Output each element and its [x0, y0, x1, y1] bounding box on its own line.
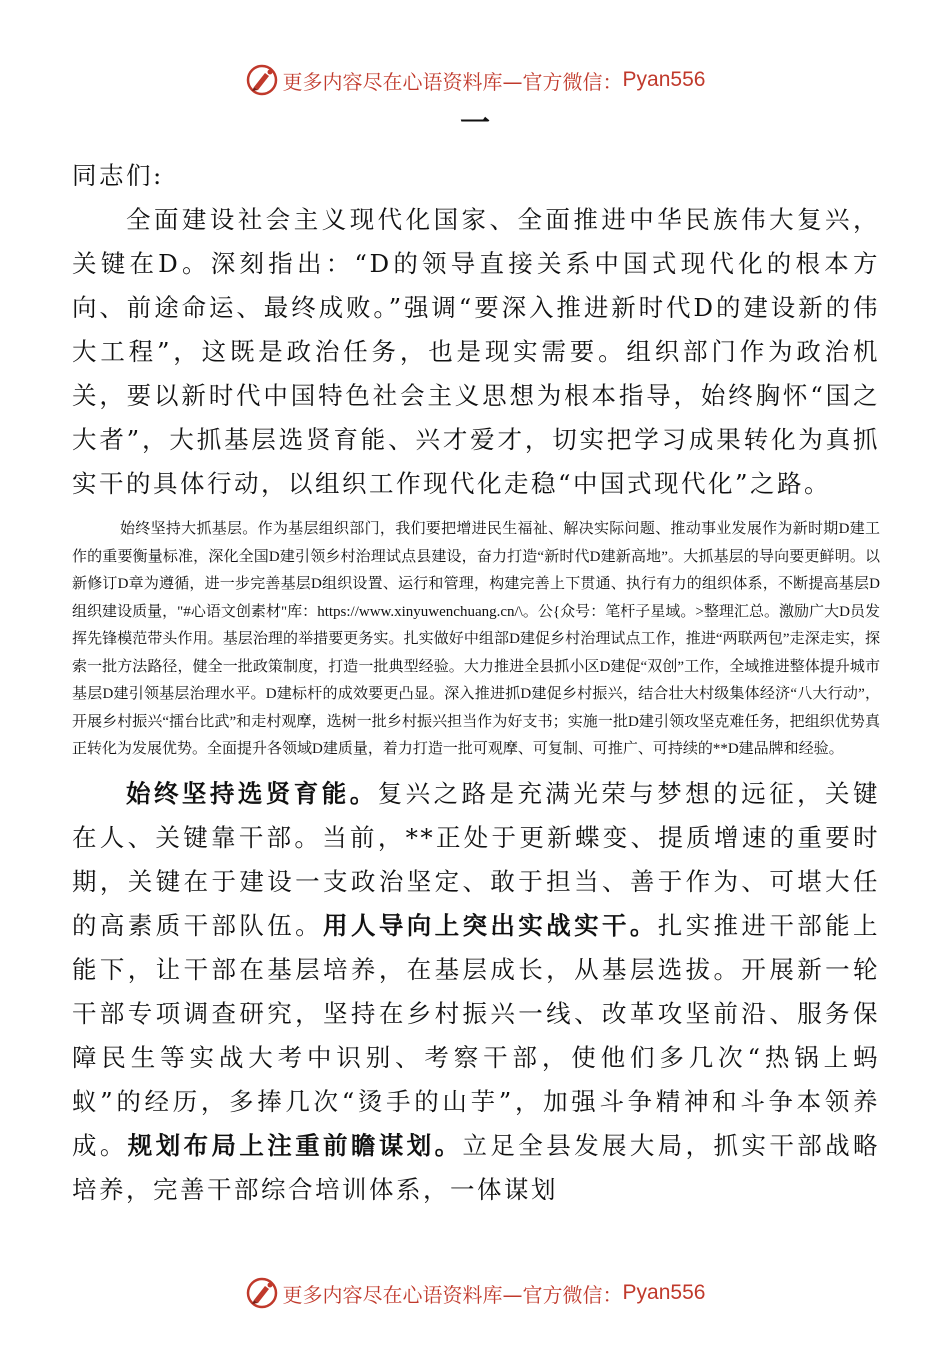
watermark-header	[0, 60, 950, 100]
watermark-wechat-id: Pyan556	[622, 1281, 706, 1304]
subheading-practice: 用人导向上突出实战实干。	[323, 910, 658, 940]
intro-paragraph: 全面建设社会主义现代化国家、全面推进中华民族伟大复兴，关键在D。深刻指出：“D的领导直接关系中国式现代化的根本方向、前途命运、最终成败。”强调“要深入推进新时代D的建设新的伟大工程”，这既是政治任务，也是现实需要。组织部门作为政治机关，要以新时代中国特色社会主义思想为根本指导，始终胸怀“国之大者”，大抓基层选贤育能、兴才爱才，切实把学习成果转化为真抓实干的具体行动，以组织工作现代化走稳“中国式现代化”之路。	[72, 205, 880, 498]
watermark-footer	[0, 1273, 950, 1313]
page-mark: 一	[460, 106, 490, 141]
document-body	[72, 154, 880, 1212]
subheading-planning: 规划布局上注重前瞻谋划。	[127, 1130, 463, 1160]
pen-logo-icon	[245, 1276, 279, 1310]
pen-logo-icon	[245, 63, 279, 97]
section-text: 扎实推进干部能上能下，让干部在基层培养，在基层成长，从基层选拔。开展新一轮干部专项调查研究，坚持在乡村振兴一线、改革攻坚前沿、服务保障民生等实战大考中识别、考察干部，使他们多几次“热锅上蚂蚁”的经历，多捧几次“烫手的山芋”，加强斗争精神和斗争本领养成。	[72, 910, 881, 1160]
section-grassroots-paragraph: 始终坚持大抓基层。作为基层组织部门，我们要把增进民生福祉、解决实际问题、推动事业发展作为新时期D建工作的重要衡量标准，深化全国D建引领乡村治理试点县建设，奋力打造“新时代D建新高地”。大抓基层的导向要更鲜明。以新修订D章为遵循，进一步完善基层D组织设置、运行和管理，构建完善上下贯通、执行有力的组织体系，不断提高基层D组织建设质量，"#心语文创素材"库：https://www.xinyuwenchuang.cn/\。公{众号：笔杆子星域。>整理汇总。激励广大D员发挥先锋模范带头作用。基层治理的举措要更务实。扎实做好中组部D建促乡村治理试点工作，推进“两联两包”走深走实，探索一批方法路径，健全一批政策制度，打造一批典型经验。大力推进全县抓小区D建促“双创”工作，全域推进整体提升城市基层D建引领基层治理水平。D建标杆的成效要更凸显。深入推进抓D建促乡村振兴，结合壮大村级集体经济“八大行动”，开展乡村振兴“擂台比武”和走村观摩，选树一批乡村振兴担当作为好支书；实施一批D建引领攻坚克难任务，把组织优势真正转化为发展优势。全面提升各领域D建质量，着力打造一批可观摩、可复制、可推广、可持续的**D建品牌和经验。	[72, 521, 880, 757]
section-text: 立足全县发展大局，抓实干部战略培养，完善干部综合培训体系，一体谋划	[72, 1130, 881, 1204]
watermark-text: 更多内容尽在心语资料库—官方微信：	[282, 1282, 623, 1307]
watermark-text: 更多内容尽在心语资料库—官方微信：	[282, 69, 623, 94]
watermark-wechat-id: Pyan556	[622, 68, 706, 91]
greeting: 同志们:	[72, 161, 164, 190]
section-text: 复兴之路是充满光荣与梦想的远征，关键在人、关键靠干部。当前，**正处于更新蝶变、提质增速的重要时期，关键在于建设一支政治坚定、敢于担当、善于作为、可堪大任的高素质干部队伍。	[72, 778, 881, 940]
section-cadre-paragraph	[72, 772, 880, 1212]
section-heading: 始终坚持选贤育能。	[126, 778, 378, 808]
